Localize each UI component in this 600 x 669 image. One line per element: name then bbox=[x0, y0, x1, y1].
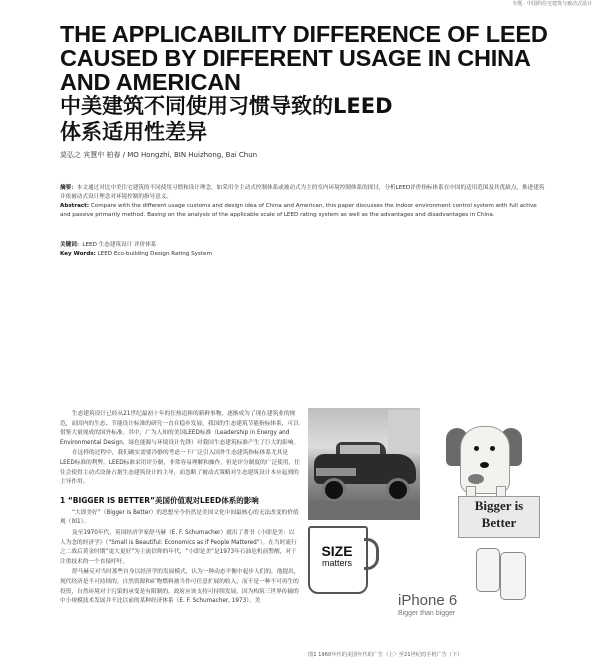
body-paragraph: 及至1970年代，英国经济学家舒马赫（E. F. Schumacher）就出了著书《小即是美：以人为念的经济学》（“Small is Beautiful: Economics as if People Mattered”）。在当时流行之二战后黄金时期“更大更好”为主流信仰的年代，“小即是美”是1973年石油危机前警醒，对于注重技术的一个直接呼吁。 bbox=[60, 529, 297, 565]
abstract bbox=[60, 184, 548, 220]
car-wheel bbox=[322, 478, 346, 502]
keywords bbox=[60, 241, 548, 259]
authors: 莫弘之 宾慧中 柏春 / MO Hongzhi, BIN Huizhong, Bai Chun bbox=[60, 151, 258, 159]
abstract-cn bbox=[60, 184, 548, 202]
iphone-ad bbox=[384, 548, 536, 618]
abstract-cn-text: 本文通过对比中美住宅建筑的不同使用习惯和设计理念，如采用全主动式控制体系或被动式为主的室内环境控制体系的探讨，分析LEED评价指标体系在中国的适用范围及其优缺点，推进建筑并依被动式设计理念对环境控制的指导意义。 bbox=[60, 185, 545, 200]
dog-eye bbox=[474, 446, 479, 451]
phone-icon bbox=[500, 552, 526, 600]
keywords-en bbox=[60, 250, 548, 259]
abstract-en-text: Compare with the different usage customs and design idea of China and American, this paper discusses the indoor environment control system with full active and passive primarily method. Basing on the analysis of the applicable scale of LEED rating system as well as the advantages and disadvantages in China. bbox=[60, 203, 537, 218]
body-paragraph: 在这样的过程中，我们确实需要冷静的考虑一下广泛引入国外生态建筑指标体系尤其是LEED标准的利弊。LEED标准采用评分制，非常容易理解和操作，但是评分制度的广泛使用，往往会使得主动式设备占据生态建筑设计的主导，而忽略了被动式策略对生态建筑设计本应起到的主导作用。 bbox=[60, 450, 300, 486]
dog-spot bbox=[468, 474, 484, 484]
phone-tagline: Bigger than bigger bbox=[398, 610, 456, 617]
running-header: 专题 · 中国的住宅建筑与被动式设计 bbox=[512, 1, 592, 7]
cup-label-small: matters bbox=[321, 558, 352, 568]
dog-body bbox=[460, 426, 510, 494]
phone-icon bbox=[476, 548, 500, 592]
body-paragraph: 生态建筑设计已经从21世纪最初十年的狂热追捧的新鲜事物，逐渐成为了现在建筑业的规范，而国内的生态、节能设计标准的研究一直在稳步发展。我国的生态建筑节能指标体系，可以借鉴大量现成的国外标准。其中，广为人知的美国LEED标准（Leadership in Energy and Environmental Design，绿色能源与环境设计先锋）对我国生态建筑标准产生了巨大的影响。 bbox=[60, 411, 300, 446]
chinese-title-line-2: 体系适用性差异 bbox=[60, 120, 207, 144]
vintage-car-photo bbox=[308, 408, 420, 520]
english-title bbox=[60, 22, 560, 94]
dog-eye bbox=[490, 446, 495, 451]
keywords-cn bbox=[60, 241, 548, 250]
cup-label-big: SIZE bbox=[321, 543, 353, 559]
background-building bbox=[388, 410, 420, 450]
ground bbox=[308, 500, 420, 520]
keywords-en-label: Key Words: bbox=[60, 251, 96, 257]
cup-handle bbox=[364, 538, 379, 570]
english-title-line-2: CAUSED BY DIFFERENT USAGE IN CHINA bbox=[60, 45, 531, 71]
phone-name: iPhone 6 bbox=[398, 592, 458, 609]
chinese-title bbox=[60, 93, 560, 145]
abstract-en-label: Abstract: bbox=[60, 203, 90, 209]
english-title-line-1: THE APPLICABILITY DIFFERENCE OF LEED bbox=[60, 21, 548, 47]
figure-1-collage bbox=[308, 408, 540, 640]
abstract-cn-label: 摘要： bbox=[60, 185, 77, 191]
keywords-en-text: LEED Eco-building Design Rating System bbox=[97, 251, 212, 257]
keywords-cn-text: LEED 生态建筑设计 评价体系 bbox=[82, 242, 157, 248]
body-text-column bbox=[60, 410, 300, 608]
dog-nose bbox=[480, 462, 489, 468]
abstract-en bbox=[60, 202, 548, 220]
body-paragraph: “大即美好”（Bigger is Better）的思想至今仍然是美国文化中间最核心的无法改变的价值观（图1）。 bbox=[60, 509, 299, 526]
bigger-is-better-sign: Bigger is Better bbox=[458, 496, 540, 538]
section-heading: 1 “BIGGER IS BETTER”美国价值观对LEED体系的影响 bbox=[60, 495, 259, 505]
body-paragraph: 舒马赫反对当时那些自身以经济学的发展模式，认为一种动态平衡中起步人们的，他提出，现代经济是不可持续的，自然资源和矿物燃料被当作可任意扩展的收入，而不是一种不可再生的投资，自然环境对于污染的承受是有限制的。政府应该支持可持续发展，因为构筑三世界传输的中小规模技术发展并不比以前的某种经济体系（E. F. Schumacher, 1973）。美 bbox=[60, 569, 300, 605]
cup-label bbox=[312, 544, 362, 568]
car-grill bbox=[316, 468, 356, 476]
english-title-line-3: AND AMERICAN bbox=[60, 69, 241, 95]
figure-caption: 图1 1960年代的美国年代的广告（上）至21世纪的手机广告（下） bbox=[308, 652, 463, 658]
car-wheel bbox=[386, 478, 410, 502]
keywords-cn-label: 关键词： bbox=[60, 242, 83, 248]
chinese-title-line-1: 中美建筑不同使用习惯导致的LEED bbox=[60, 94, 393, 118]
